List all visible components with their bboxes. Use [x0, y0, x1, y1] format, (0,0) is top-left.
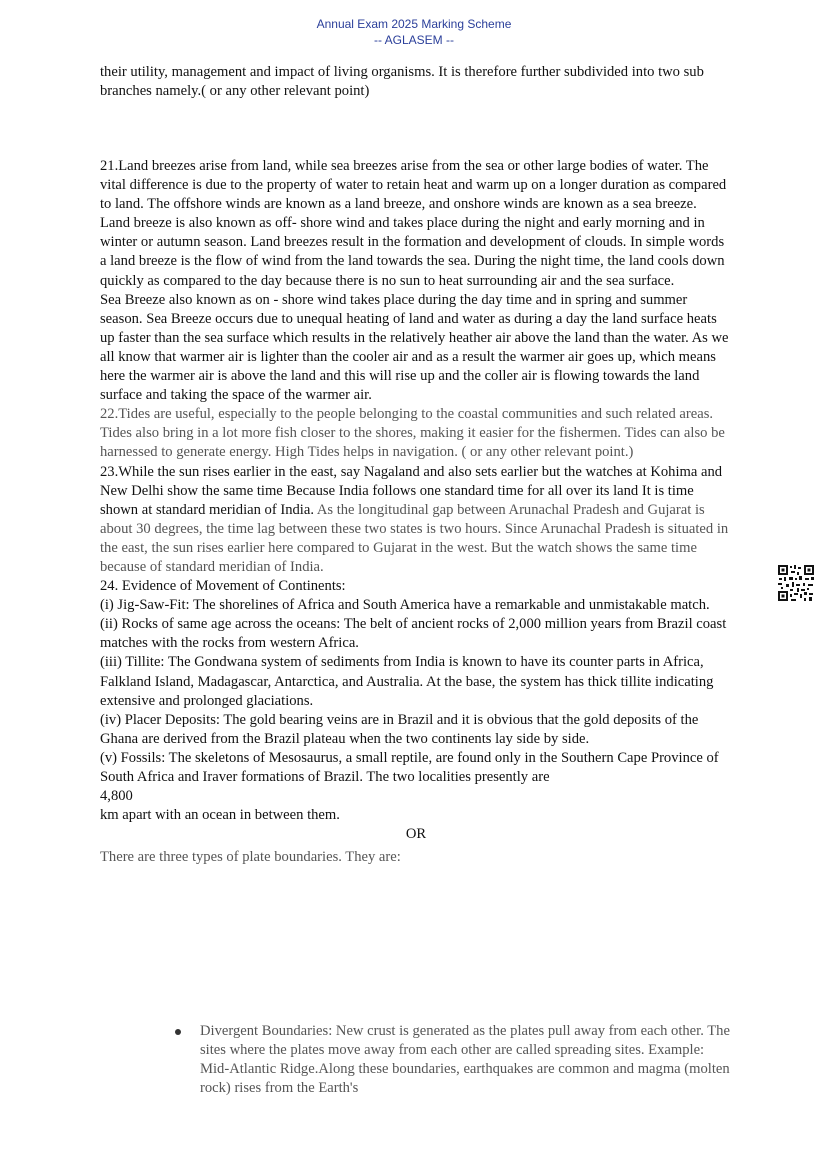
intro-text: their utility, management and impact of living organisms. It is therefore further subdivided into two sub branches namely.( or any other relevant point)	[100, 64, 704, 100]
q24-point-4: (iv) Placer Deposits: The gold bearing veins are in Brazil and it is obvious that the gold deposits of the Ghana are derived from the Brazil plateau when the two continents lay side by side.	[100, 711, 699, 747]
divergent-boundaries-text: Divergent Boundaries: New crust is generated as the plates pull away from each other. The sites where the plates move away from each other are called spreading sites. Example: Mid-Atlantic Ridge.Along these boundaries, earthquakes are common and magma (molten rock) rises from the Earth's	[200, 1023, 730, 1097]
or-divider: OR	[405, 826, 427, 843]
header-subtitle: -- AGLASEM --	[373, 33, 454, 47]
header-title: Annual Exam 2025 Marking Scheme	[316, 17, 512, 31]
q24-point-2: (ii) Rocks of same age across the oceans: The belt of ancient rocks of 2,000 million years from Brazil coast matches with the rocks from western Africa.	[100, 616, 727, 652]
q24-heading: 24. Evidence of Movement of Continents:	[100, 578, 346, 595]
q24-point-3: (iii) Tillite: The Gondwana system of sediments from India is known to have its counter parts in Africa, Falkland Island, Madagascar, Antarctica, and Australia. At the base, the system has thick tillite indicating extensive and prolonged glaciations.	[100, 654, 714, 709]
q23-part-1: 23.While the sun rises earlier in the east, say Nagaland and also sets earlier but the watches at Kohima and New Delhi show the same time Because India follows one standard time for all over its land It is time shown at standard meridian of India.	[100, 463, 723, 518]
q22-answer: 22.Tides are useful, especially to the people belonging to the coastal communities and such related areas. Tides also bring in a lot more fish closer to the shores, making it easier for the fishermen. Tides can also be harnessed to generate energy. High Tides helps in navigation. ( or any other relevant point.)	[100, 406, 725, 461]
list-item	[175, 1022, 735, 1098]
q21-para-2: Land breeze is also known as off- shore wind and takes place during the night and early morning and in winter or autumn season. Land breezes result in the formation and development of clouds. In simple words a land breeze is the flow of wind from the land towards the sea. During the night time, the land cools down quickly as compared to the day because there is no sun to heat surrounding air and the sea surface.	[100, 215, 725, 289]
intro-paragraph	[100, 63, 732, 101]
plate-boundaries-list	[175, 1022, 735, 1098]
q21-para-3: Sea Breeze also known as on - shore wind takes place during the day time and in spring and summer season. Sea Breeze occurs due to unequal heating of land and water as during a day the land surface heats up faster than the sea surface which results in the relatively heather air above the land than the water. As we all know that warmer air is lighter than the cooler air and as a result the warmer air goes up, which means here the warmer air is above the land and this will rise up and the coller air is flowing towards the land surface and taking the space of the warmer air.	[100, 291, 729, 404]
q24-point-5: (v) Fossils: The skeletons of Mesosaurus, a small reptile, are found only in the Southern Cape Province of South Africa and Iraver formations of Brazil. The two localities presently are	[100, 749, 719, 785]
q24-point-1: (i) Jig-Saw-Fit: The shorelines of Africa and South America have a remarkable and unmistakable match.	[100, 597, 710, 614]
q24-distance-value: 4,800	[100, 788, 133, 805]
q23-part-2: As the longitudinal gap between Arunachal Pradesh and Gujarat is about 30 degrees, the time lag between these two states is two hours. Since Arunachal Pradesh is situated in the east, the sun rises earlier here compared to Gujarat in the west. But the watch shows the same time because of standard meridian of India.	[100, 501, 729, 575]
q23-answer	[100, 463, 732, 578]
bullet-icon	[175, 1029, 181, 1035]
plate-boundaries-intro: There are three types of plate boundaries. They are:	[100, 849, 401, 866]
qr-code-icon	[777, 564, 815, 602]
q21-para-1: 21.Land breezes arise from land, while sea breezes arise from the sea or other large bodies of water. The vital difference is due to the property of water to retain heat and warm up on a longer duration as compared to land. The offshore winds are known as a land breeze, and onshore winds are known as a sea breeze.	[100, 158, 727, 213]
answers-section	[100, 157, 732, 867]
q24-distance-text: km apart with an ocean in between them.	[100, 807, 340, 824]
page-header	[0, 16, 828, 48]
